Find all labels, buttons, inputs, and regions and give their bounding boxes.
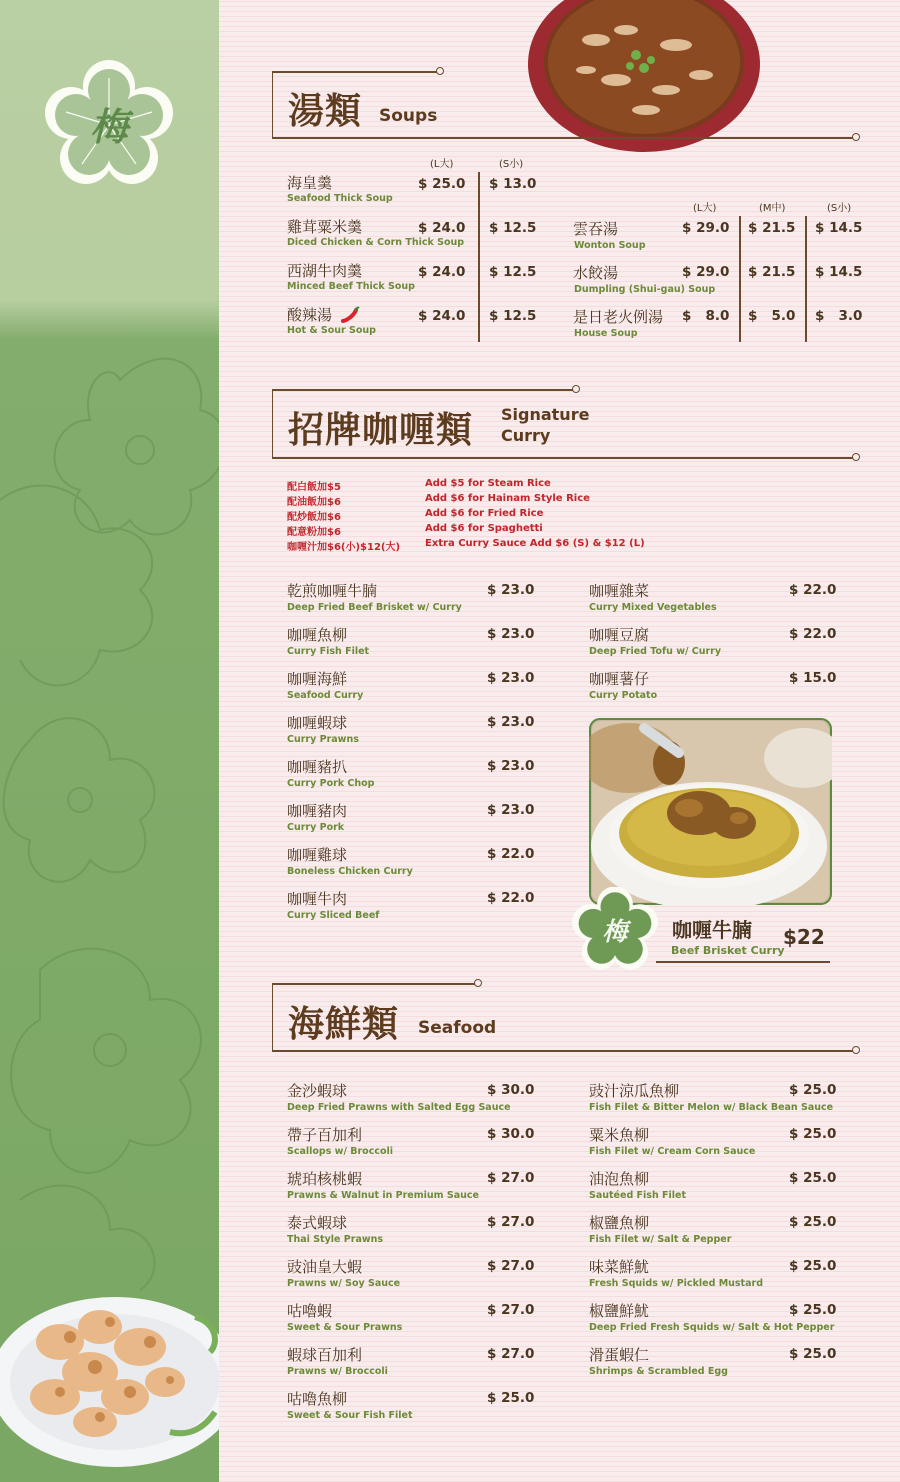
menu-item-price-small: $ 12.5 <box>489 220 537 236</box>
soups-right-header-large: (L大) <box>693 203 717 214</box>
menu-item-name: 咖喱牛肉 <box>287 890 348 908</box>
menu-item-price: $ 23.0 <box>487 626 535 642</box>
seafood-frame-top <box>272 983 476 985</box>
menu-item-price-medium: $ 21.5 <box>748 220 796 236</box>
menu-item-price: $ 25.0 <box>789 1126 837 1142</box>
menu-item-english: Scallops w/ Broccoli <box>287 1146 393 1157</box>
curry-frame-top <box>272 389 574 391</box>
menu-item-english: Seafood Curry <box>287 690 364 701</box>
menu-item-price: $ 25.0 <box>487 1390 535 1406</box>
menu-item-price: $ 22.0 <box>487 890 535 906</box>
menu-item-name: 水餃湯 <box>573 264 619 282</box>
menu-item-english: Curry Fish Filet <box>287 646 370 657</box>
menu-item-name: 椒鹽鮮魷 <box>589 1302 650 1320</box>
menu-item-english: Thai Style Prawns <box>287 1234 384 1245</box>
menu-item-price-large: $ 24.0 <box>418 264 466 280</box>
curry-frame <box>272 389 273 458</box>
menu-item-english: Diced Chicken & Corn Thick Soup <box>287 237 465 248</box>
addon-en: Add $6 for Hainam Style Rice <box>425 493 590 504</box>
menu-item-english: Dumpling (Shui-gau) Soup <box>574 284 716 295</box>
sweet-sour-prawns-photo <box>0 1262 219 1482</box>
menu-item-english: Curry Mixed Vegetables <box>589 602 717 613</box>
menu-item-price: $ 25.0 <box>789 1170 837 1186</box>
svg-text:梅: 梅 <box>602 915 628 946</box>
menu-item-english: Sweet & Sour Prawns <box>287 1322 403 1333</box>
seafood-frame-dot <box>474 979 482 987</box>
soups-title-en: Soups <box>379 106 438 126</box>
addon-en: Add $5 for Steam Rice <box>425 478 551 489</box>
menu-item-price: $ 30.0 <box>487 1082 535 1098</box>
menu-item-name: 粟米魚柳 <box>589 1126 650 1144</box>
soups-frame-bottom <box>272 137 854 139</box>
hot-sour-soup-photo <box>526 0 762 154</box>
feature-underline <box>656 961 830 963</box>
menu-item-price: $ 25.0 <box>789 1082 837 1098</box>
menu-item-english: Curry Potato <box>589 690 658 701</box>
plum-blossom-logo <box>44 60 174 190</box>
menu-item-price-small: $ 13.0 <box>489 176 537 192</box>
sidebar-panel <box>0 0 219 1482</box>
menu-item-price: $ 25.0 <box>789 1258 837 1274</box>
menu-item-name: 咕嚕蝦 <box>287 1302 333 1320</box>
feature-dish-price: $22 <box>783 925 825 949</box>
menu-item-english: Deep Fried Fresh Squids w/ Salt & Hot Pepper <box>589 1322 835 1333</box>
soups-right-header-small: (S小) <box>827 203 852 214</box>
soups-right-header-medium: (M中) <box>759 203 786 214</box>
soups-frame-top <box>272 71 440 73</box>
menu-item-name: 金沙蝦球 <box>287 1082 348 1100</box>
menu-item-english: Prawns & Walnut in Premium Sauce <box>287 1190 479 1201</box>
seafood-frame-bottom <box>272 1050 854 1052</box>
menu-item-name: 椒鹽魚柳 <box>589 1214 650 1232</box>
menu-item-price-large: $ 29.0 <box>682 264 730 280</box>
menu-item-name: 咖喱雞球 <box>287 846 348 864</box>
menu-item-name: 是日老火例湯 <box>573 308 664 326</box>
menu-item-price: $ 27.0 <box>487 1258 535 1274</box>
menu-item-price-small: $ 12.5 <box>489 264 537 280</box>
addon-en: Extra Curry Sauce Add $6 (S) & $12 (L) <box>425 538 645 549</box>
soups-left-divider <box>478 172 480 342</box>
menu-item-name: 豉油皇大蝦 <box>287 1258 363 1276</box>
seafood-title-en: Seafood <box>418 1018 497 1038</box>
seafood-frame <box>272 983 273 1051</box>
seafood-title-zh: 海鮮類 <box>288 1004 400 1045</box>
curry-frame-dot-right <box>852 453 860 461</box>
menu-item-name: 雞茸粟米羹 <box>287 218 363 236</box>
menu-item-name: 咖喱豬肉 <box>287 802 348 820</box>
menu-item-name: 乾煎咖喱牛腩 <box>287 582 378 600</box>
menu-item-english: Deep Fried Tofu w/ Curry <box>589 646 722 657</box>
menu-item-price-large: $ 8.0 <box>682 308 730 324</box>
addon-zh: 配白飯加$5 <box>287 482 341 493</box>
menu-item-price-small: $ 12.5 <box>489 308 537 324</box>
menu-item-price: $ 22.0 <box>789 582 837 598</box>
menu-item-english: House Soup <box>574 328 638 339</box>
menu-item-english: Boneless Chicken Curry <box>287 866 413 877</box>
soups-left-header-small: (S小) <box>499 159 524 170</box>
menu-item-price-medium: $ 5.0 <box>748 308 796 324</box>
menu-item-name: 咖喱魚柳 <box>287 626 348 644</box>
menu-item-price: $ 23.0 <box>487 802 535 818</box>
menu-item-english: Prawns w/ Soy Sauce <box>287 1278 401 1289</box>
menu-item-english: Fresh Squids w/ Pickled Mustard <box>589 1278 763 1289</box>
addon-zh: 配意粉加$6 <box>287 527 341 538</box>
menu-item-name: 咖喱豆腐 <box>589 626 650 644</box>
menu-item-english: Minced Beef Thick Soup <box>287 281 415 292</box>
menu-item-price: $ 22.0 <box>789 626 837 642</box>
curry-title-en-line2: Curry <box>501 426 551 445</box>
menu-item-name: 蝦球百加利 <box>287 1346 363 1364</box>
menu-item-price: $ 23.0 <box>487 670 535 686</box>
menu-item-english: Deep Fried Prawns with Salted Egg Sauce <box>287 1102 511 1113</box>
menu-item-name: 豉汁涼瓜魚柳 <box>589 1082 680 1100</box>
menu-item-english: Sweet & Sour Fish Filet <box>287 1410 413 1421</box>
menu-item-price: $ 23.0 <box>487 714 535 730</box>
menu-item-english: Fish Filet & Bitter Melon w/ Black Bean Sauce <box>589 1102 834 1113</box>
menu-item-name: 咕嚕魚柳 <box>287 1390 348 1408</box>
menu-item-price-large: $ 24.0 <box>418 308 466 324</box>
menu-item-name: 油泡魚柳 <box>589 1170 650 1188</box>
soups-right-divider-1 <box>739 216 741 342</box>
menu-item-name: 滑蛋蝦仁 <box>589 1346 650 1364</box>
menu-item-price: $ 27.0 <box>487 1302 535 1318</box>
curry-title-en-line1: Signature <box>501 405 590 424</box>
menu-item-english: Curry Pork Chop <box>287 778 375 789</box>
menu-item-english: Curry Sliced Beef <box>287 910 380 921</box>
feature-dish-english: Beef Brisket Curry <box>671 944 785 957</box>
menu-item-name: 琥珀核桃蝦 <box>287 1170 363 1188</box>
addon-zh: 配炒飯加$6 <box>287 512 341 523</box>
menu-item-price: $ 27.0 <box>487 1214 535 1230</box>
menu-item-price: $ 25.0 <box>789 1214 837 1230</box>
menu-item-name: 咖喱豬扒 <box>287 758 348 776</box>
menu-item-price-large: $ 29.0 <box>682 220 730 236</box>
spicy-pepper-icon <box>340 306 360 324</box>
menu-item-name: 西湖牛肉羹 <box>287 262 363 280</box>
menu-item-price-large: $ 24.0 <box>418 220 466 236</box>
menu-item-name: 帶子百加利 <box>287 1126 363 1144</box>
menu-item-price-small: $ 14.5 <box>815 220 863 236</box>
menu-item-price-medium: $ 21.5 <box>748 264 796 280</box>
soups-right-divider-2 <box>805 216 807 342</box>
menu-item-price: $ 23.0 <box>487 582 535 598</box>
addon-zh: 咖喱汁加$6(小)$12(大) <box>287 542 401 553</box>
logo-character: 梅 <box>89 104 129 149</box>
menu-item-english: Curry Prawns <box>287 734 359 745</box>
seafood-frame-dot-right <box>852 1046 860 1054</box>
soups-frame-dot-right <box>852 133 860 141</box>
menu-item-english: Fish Filet w/ Salt & Pepper <box>589 1234 732 1245</box>
menu-item-english: Fish Filet w/ Cream Corn Sauce <box>589 1146 756 1157</box>
menu-item-price: $ 22.0 <box>487 846 535 862</box>
curry-frame-dot <box>572 385 580 393</box>
menu-item-price: $ 23.0 <box>487 758 535 774</box>
feature-dish-name: 咖喱牛腩 <box>672 918 752 942</box>
menu-item-price: $ 27.0 <box>487 1346 535 1362</box>
beef-brisket-curry-photo <box>589 718 832 905</box>
menu-item-price: $ 27.0 <box>487 1170 535 1186</box>
addon-en: Add $6 for Fried Rice <box>425 508 544 519</box>
menu-item-english: Curry Pork <box>287 822 345 833</box>
menu-item-english: Wonton Soup <box>574 240 646 251</box>
menu-item-price-small: $ 3.0 <box>815 308 863 324</box>
menu-item-name: 咖喱蝦球 <box>287 714 348 732</box>
menu-item-price: $ 30.0 <box>487 1126 535 1142</box>
addon-en: Add $6 for Spaghetti <box>425 523 543 534</box>
menu-item-name: 雲吞湯 <box>573 220 619 238</box>
menu-item-name: 泰式蝦球 <box>287 1214 348 1232</box>
menu-item-english: Deep Fried Beef Brisket w/ Curry <box>287 602 462 613</box>
menu-item-price: $ 15.0 <box>789 670 837 686</box>
curry-frame-bottom <box>272 457 854 459</box>
menu-item-english: Sautéed Fish Filet <box>589 1190 687 1201</box>
menu-item-english: Shrimps & Scrambled Egg <box>589 1366 728 1377</box>
soups-frame <box>272 71 273 138</box>
soups-title-zh: 湯類 <box>288 91 363 132</box>
soups-frame-dot <box>436 67 444 75</box>
menu-item-name: 味菜鮮魷 <box>589 1258 650 1276</box>
menu-item-english: Prawns w/ Broccoli <box>287 1366 388 1377</box>
curry-title-zh: 招牌咖喱類 <box>288 410 474 451</box>
menu-item-price: $ 25.0 <box>789 1302 837 1318</box>
menu-item-english: Hot & Sour Soup <box>287 325 376 336</box>
menu-item-price: $ 25.0 <box>789 1346 837 1362</box>
addon-zh: 配油飯加$6 <box>287 497 341 508</box>
menu-item-name: 酸辣湯 <box>287 306 333 324</box>
plum-blossom-badge-icon <box>572 887 658 973</box>
menu-item-price-small: $ 14.5 <box>815 264 863 280</box>
menu-item-name: 咖喱雜菜 <box>589 582 650 600</box>
menu-item-price-large: $ 25.0 <box>418 176 466 192</box>
menu-item-name: 咖喱海鮮 <box>287 670 348 688</box>
soups-left-header-large: (L大) <box>430 159 454 170</box>
menu-item-name: 海皇羹 <box>287 174 333 192</box>
menu-item-english: Seafood Thick Soup <box>287 193 393 204</box>
menu-item-name: 咖喱薯仔 <box>589 670 650 688</box>
